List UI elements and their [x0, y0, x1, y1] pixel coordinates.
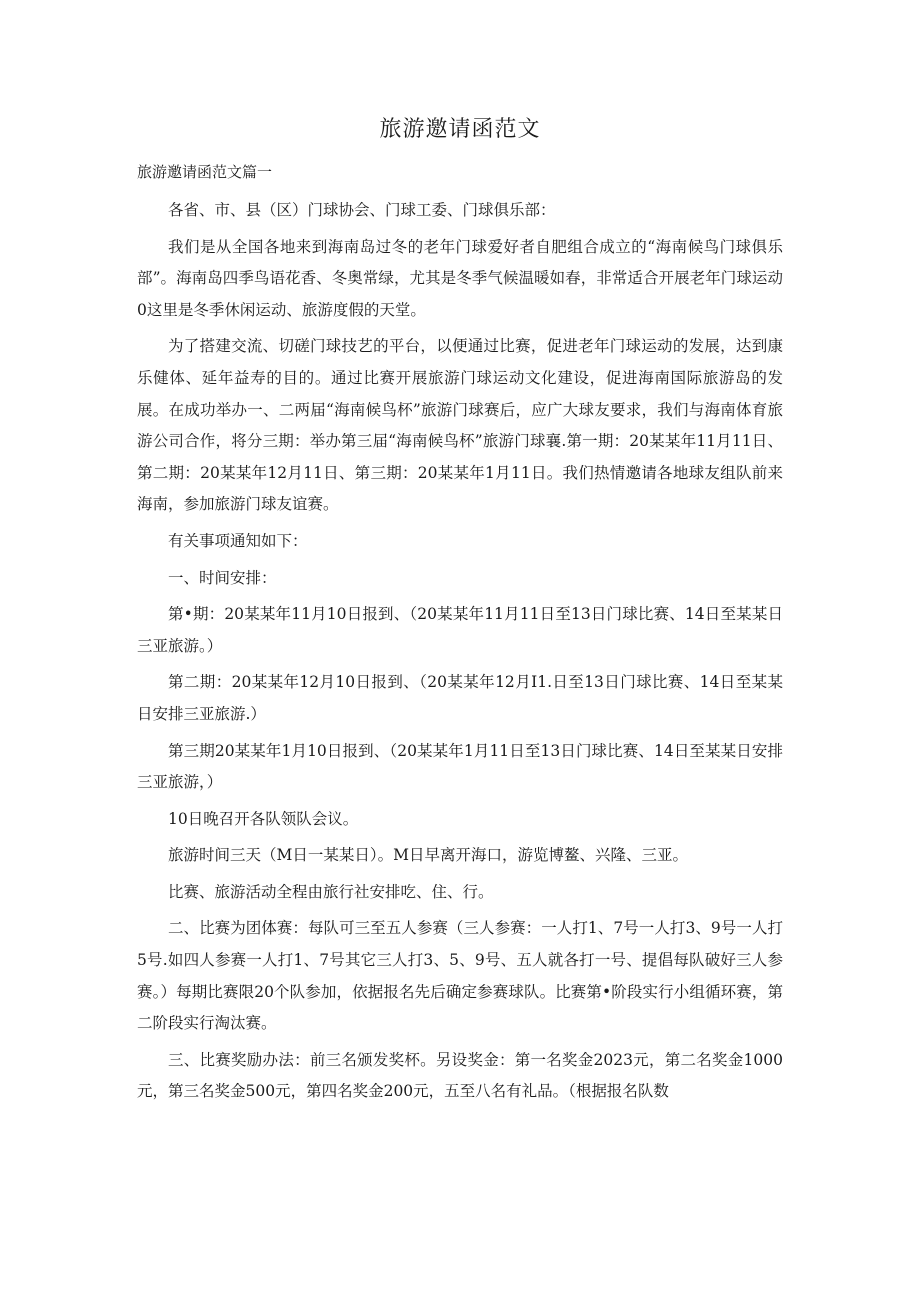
document-title: 旅游邀请函范文	[379, 117, 541, 142]
paragraph-notice-heading: 有关事项通知如下：	[168, 531, 308, 550]
paragraph-phase-two: 第二期：20某某年12月10日报到、（20某某年12月I1.日至13日门球比赛、14日至某某日安排三亚旅游.）	[137, 673, 783, 723]
paragraph-phase-three: 第三期20某某年1月10日报到、（20某某年1月11日至13日门球比赛、14日至某某日安排三亚旅游，）	[137, 741, 783, 792]
document-subtitle: 旅游邀请函范文篇一	[137, 163, 273, 181]
paragraph-phase-one: 第•期：20某某年11月10日报到、（20某某年11月11日至13日门球比赛、14日至某某日三亚旅游。）	[137, 605, 783, 655]
paragraph-logistics: 比赛、旅游活动全程由旅行社安排吃、住、行。	[168, 882, 494, 901]
section-heading-schedule: 一、时间安排：	[168, 568, 277, 587]
paragraph-purpose: 为了搭建交流、切磋门球技艺的平台，以便通过比赛，促进老年门球运动的发展，达到康乐健体、延年益寿的目的。通过比赛开展旅游门球运动文化建设，促进海南国际旅游岛的发展。在成功举办一、二两届“海南候鸟杯”旅游门球赛后，应广大球友要求，我们与海南体育旅游公司合作，将分三期：举办第三届“海南候鸟杯”旅游门球襄.第一期：20某某年11月11日、第二期：20某某年12月11日、第三期：20某某年1月11日。我们热情邀请各地球友组队前来海南，参加旅游门球友谊赛。	[137, 337, 783, 514]
paragraph-introduction: 我们是从全国各地来到海南岛过冬的老年门球爱好者自肥组合成立的“海南候鸟门球俱乐部”。海南岛四季鸟语花香、冬奥常绿，尤其是冬季气候温暖如春，非常适合开展老年门球运动0这里是冬季休闲运动、旅游度假的天堂。	[137, 237, 783, 319]
paragraph-salutation: 各省、市、县（区）门球协会、门球工委、门球俱乐部：	[168, 201, 556, 219]
document-body	[137, 195, 783, 1113]
paragraph-meeting: 10日晚召开各队领队会议。	[168, 809, 359, 828]
paragraph-tour-time: 旅游时间三天（M日一某某日）。M日早离开海口，游览博鳌、兴隆、三亚。	[168, 846, 688, 865]
section-team-competition: 二、比赛为团体赛：每队可三至五人参赛（三人参赛：一人打1、7号一人打3、9号一人打5号.如四人参赛一人打1、7号其它三人打3、5、9号、五人就各打一号、提倡每队破好三人参赛。）每期比赛限20个队参加，依据报名先后确定参赛球队。比赛第•阶段实行小组循环赛，第二阶段实行淘汰赛。	[137, 919, 783, 1033]
section-awards: 三、比赛奖励办法：前三名颁发奖杯。另设奖金：第一名奖金2023元，第二名奖金1000元，第三名奖金500元，第四名奖金200元，五至八名有礼品。（根据报名队数	[137, 1050, 783, 1101]
